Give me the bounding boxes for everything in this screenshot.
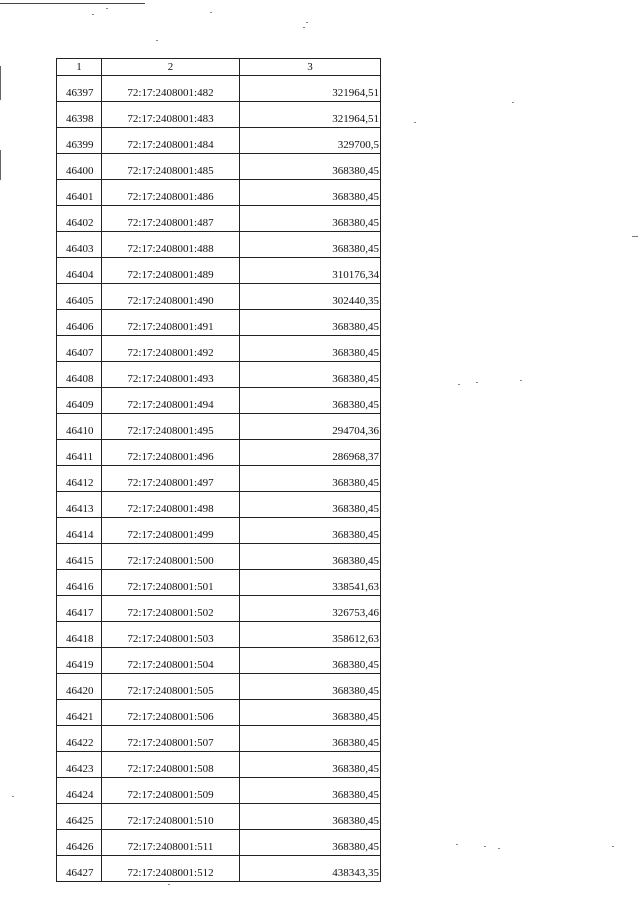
- scan-speck: [106, 8, 108, 9]
- cadastral-value: 368380,45: [240, 648, 381, 674]
- scan-speck: [414, 122, 416, 123]
- row-number: 46414: [57, 518, 102, 544]
- row-number: 46398: [57, 102, 102, 128]
- cadastral-value: 368380,45: [240, 232, 381, 258]
- cadastral-value: 329700,5: [240, 128, 381, 154]
- table-row: [57, 440, 381, 466]
- cadastral-value: 368380,45: [240, 310, 381, 336]
- cadastral-number: 72:17:2408001:486: [102, 180, 240, 206]
- table-row: [57, 388, 381, 414]
- cadastral-number: 72:17:2408001:498: [102, 492, 240, 518]
- table-row: [57, 154, 381, 180]
- table-row: [57, 206, 381, 232]
- table-row: [57, 830, 381, 856]
- cadastral-value: 368380,45: [240, 700, 381, 726]
- cadastral-value: 368380,45: [240, 518, 381, 544]
- table-row: [57, 336, 381, 362]
- scan-speck: [484, 846, 486, 847]
- cadastral-value: 286968,37: [240, 440, 381, 466]
- cadastral-number: 72:17:2408001:506: [102, 700, 240, 726]
- table-row: [57, 362, 381, 388]
- table-row: [57, 258, 381, 284]
- table-body: [57, 76, 381, 882]
- cadastral-value: 358612,63: [240, 622, 381, 648]
- scan-speck: [156, 40, 158, 41]
- table-row: [57, 310, 381, 336]
- cadastral-number: 72:17:2408001:501: [102, 570, 240, 596]
- cadastral-number: 72:17:2408001:504: [102, 648, 240, 674]
- scan-edge-mark: [0, 66, 1, 100]
- cadastral-number: 72:17:2408001:488: [102, 232, 240, 258]
- row-number: 46423: [57, 752, 102, 778]
- column-header-1: 1: [57, 59, 102, 76]
- cadastral-number: 72:17:2408001:485: [102, 154, 240, 180]
- cadastral-value: 368380,45: [240, 180, 381, 206]
- cadastral-value: 368380,45: [240, 830, 381, 856]
- cadastral-value: 368380,45: [240, 388, 381, 414]
- scan-speck: [92, 14, 94, 15]
- table-row: [57, 466, 381, 492]
- cadastral-number: 72:17:2408001:497: [102, 466, 240, 492]
- table-row: [57, 128, 381, 154]
- table-row: [57, 622, 381, 648]
- table-row: [57, 674, 381, 700]
- table-row: [57, 492, 381, 518]
- cadastral-number: 72:17:2408001:510: [102, 804, 240, 830]
- table-row: [57, 284, 381, 310]
- cadastral-number: 72:17:2408001:509: [102, 778, 240, 804]
- row-number: 46417: [57, 596, 102, 622]
- row-number: 46406: [57, 310, 102, 336]
- cadastral-value: 321964,51: [240, 76, 381, 102]
- scan-edge-mark: [0, 150, 1, 180]
- table-row: [57, 232, 381, 258]
- scan-speck: [12, 796, 14, 797]
- cadastral-value: 326753,46: [240, 596, 381, 622]
- table-row: [57, 570, 381, 596]
- cadastral-number: 72:17:2408001:492: [102, 336, 240, 362]
- cadastral-number: 72:17:2408001:490: [102, 284, 240, 310]
- scan-speck: [303, 27, 305, 28]
- cadastral-value-table: [56, 58, 381, 882]
- cadastral-value: 368380,45: [240, 466, 381, 492]
- cadastral-value: 368380,45: [240, 778, 381, 804]
- table-row: [57, 804, 381, 830]
- cadastral-number: 72:17:2408001:500: [102, 544, 240, 570]
- cadastral-value: 368380,45: [240, 752, 381, 778]
- row-number: 46415: [57, 544, 102, 570]
- row-number: 46413: [57, 492, 102, 518]
- scan-speck: [210, 12, 212, 13]
- cadastral-number: 72:17:2408001:503: [102, 622, 240, 648]
- row-number: 46409: [57, 388, 102, 414]
- cadastral-value: 368380,45: [240, 362, 381, 388]
- cadastral-value: 302440,35: [240, 284, 381, 310]
- cadastral-value: 310176,34: [240, 258, 381, 284]
- cadastral-number: 72:17:2408001:487: [102, 206, 240, 232]
- cadastral-number: 72:17:2408001:491: [102, 310, 240, 336]
- scan-speck: [612, 846, 614, 847]
- row-number: 46408: [57, 362, 102, 388]
- cadastral-number: 72:17:2408001:482: [102, 76, 240, 102]
- cadastral-number: 72:17:2408001:507: [102, 726, 240, 752]
- row-number: 46425: [57, 804, 102, 830]
- table-row: [57, 778, 381, 804]
- scan-speck: [520, 380, 522, 381]
- row-number: 46412: [57, 466, 102, 492]
- row-number: 46426: [57, 830, 102, 856]
- cadastral-value: 321964,51: [240, 102, 381, 128]
- cadastral-value: 368380,45: [240, 674, 381, 700]
- row-number: 46420: [57, 674, 102, 700]
- table-header-row: [57, 59, 381, 76]
- row-number: 46418: [57, 622, 102, 648]
- table-row: [57, 544, 381, 570]
- cadastral-number: 72:17:2408001:484: [102, 128, 240, 154]
- row-number: 46427: [57, 856, 102, 882]
- scan-speck: [498, 848, 500, 849]
- cadastral-number: 72:17:2408001:502: [102, 596, 240, 622]
- row-number: 46422: [57, 726, 102, 752]
- table-row: [57, 518, 381, 544]
- row-number: 46401: [57, 180, 102, 206]
- cadastral-number: 72:17:2408001:505: [102, 674, 240, 700]
- scan-speck: [306, 22, 308, 23]
- table-row: [57, 648, 381, 674]
- scan-speck: [456, 844, 458, 845]
- row-number: 46399: [57, 128, 102, 154]
- cadastral-value: 438343,35: [240, 856, 381, 882]
- row-number: 46421: [57, 700, 102, 726]
- row-number: 46402: [57, 206, 102, 232]
- cadastral-value: 368380,45: [240, 206, 381, 232]
- table-row: [57, 414, 381, 440]
- cadastral-value: 338541,63: [240, 570, 381, 596]
- scan-speck: [458, 384, 460, 385]
- row-number: 46400: [57, 154, 102, 180]
- column-header-3: 3: [240, 59, 381, 76]
- table-row: [57, 726, 381, 752]
- cadastral-value: 368380,45: [240, 726, 381, 752]
- scan-speck: [168, 884, 170, 885]
- row-number: 46416: [57, 570, 102, 596]
- cadastral-value: 368380,45: [240, 804, 381, 830]
- cadastral-number: 72:17:2408001:511: [102, 830, 240, 856]
- row-number: 46424: [57, 778, 102, 804]
- row-number: 46405: [57, 284, 102, 310]
- cadastral-value: 368380,45: [240, 336, 381, 362]
- cadastral-number: 72:17:2408001:494: [102, 388, 240, 414]
- row-number: 46419: [57, 648, 102, 674]
- header-rule: [0, 3, 145, 4]
- cadastral-number: 72:17:2408001:499: [102, 518, 240, 544]
- cadastral-value: 368380,45: [240, 492, 381, 518]
- table-row: [57, 856, 381, 882]
- table-row: [57, 752, 381, 778]
- cadastral-value: 368380,45: [240, 154, 381, 180]
- cadastral-value: 294704,36: [240, 414, 381, 440]
- table-row: [57, 102, 381, 128]
- row-number: 46404: [57, 258, 102, 284]
- cadastral-number: 72:17:2408001:489: [102, 258, 240, 284]
- cadastral-number: 72:17:2408001:483: [102, 102, 240, 128]
- row-number: 46403: [57, 232, 102, 258]
- column-header-2: 2: [102, 59, 240, 76]
- scan-speck: [476, 382, 478, 383]
- cadastral-number: 72:17:2408001:508: [102, 752, 240, 778]
- table-row: [57, 180, 381, 206]
- row-number: 46397: [57, 76, 102, 102]
- table-row: [57, 76, 381, 102]
- row-number: 46411: [57, 440, 102, 466]
- row-number: 46407: [57, 336, 102, 362]
- row-number: 46410: [57, 414, 102, 440]
- scan-speck: [512, 102, 514, 103]
- table-row: [57, 596, 381, 622]
- cadastral-value: 368380,45: [240, 544, 381, 570]
- table-row: [57, 700, 381, 726]
- cadastral-number: 72:17:2408001:496: [102, 440, 240, 466]
- cadastral-number: 72:17:2408001:512: [102, 856, 240, 882]
- cadastral-number: 72:17:2408001:495: [102, 414, 240, 440]
- cadastral-number: 72:17:2408001:493: [102, 362, 240, 388]
- scan-edge-mark: [632, 236, 638, 237]
